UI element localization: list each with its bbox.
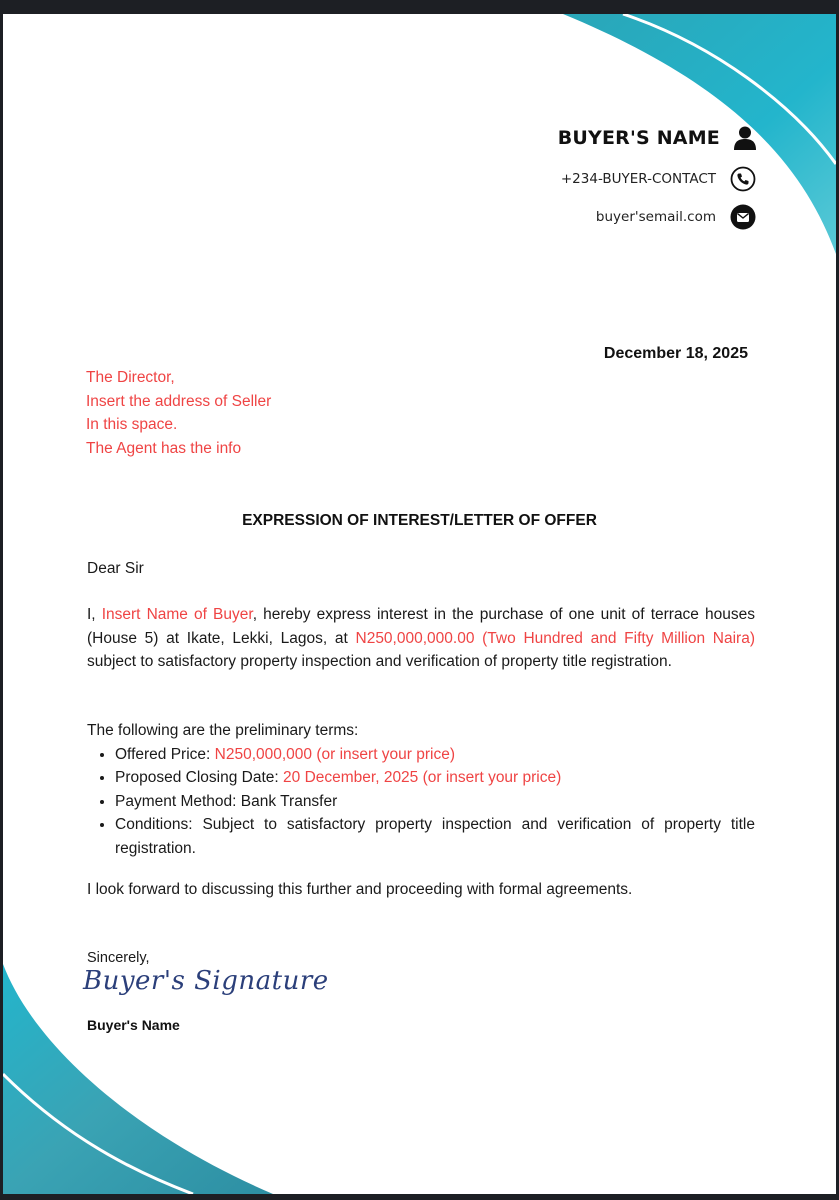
list-item	[115, 743, 755, 767]
list-item: • Conditions: Subject to satisfactory property inspection and verification of property title registration.	[115, 813, 755, 860]
closing-paragraph: I look forward to discussing this further and proceeding with formal agreements.	[87, 881, 633, 898]
intro-paragraph	[87, 603, 755, 674]
letter-title: EXPRESSION OF INTEREST/LETTER OF OFFER	[242, 512, 597, 529]
signature: Buyer's Signature	[83, 966, 329, 996]
buyer-name-row	[558, 126, 756, 150]
email-row	[558, 204, 756, 230]
offer-price-text: N250,000,000.00 (Two Hundred and Fifty Million Naira)	[355, 629, 755, 647]
buyer-header	[558, 126, 756, 230]
buyer-name-placeholder: Insert Name of Buyer	[101, 606, 253, 623]
term-value: 20 December, 2025 (or insert your price)	[283, 769, 562, 786]
terms-heading: The following are the preliminary terms:	[87, 722, 359, 739]
letter-date: December 18, 2025	[603, 345, 748, 362]
bottom-wave-shape	[3, 964, 273, 1194]
buyer-name: BUYER'S NAME	[557, 127, 720, 149]
term-label: Proposed Closing Date:	[115, 769, 284, 786]
intro-text: subject to satisfactory property inspection and verification of property title registration.	[87, 653, 672, 670]
term-label: Offered Price:	[115, 745, 215, 763]
phone-icon	[730, 166, 756, 192]
phone-number: +234-BUYER-CONTACT	[560, 171, 716, 187]
recipient-line: The Director,	[86, 369, 175, 386]
recipient-line: In this space.	[86, 416, 178, 433]
term-value: N250,000,000 (or insert your price)	[214, 745, 456, 763]
list-item	[115, 766, 755, 790]
recipient-address	[86, 366, 271, 460]
terms-section	[87, 719, 755, 860]
sign-off: Sincerely,	[87, 950, 150, 966]
person-icon	[734, 126, 756, 150]
intro-text: , hereby express interest in the purchase of one unit of terrace houses (House 5) at Ikate, Lekki, Lagos, at	[87, 606, 756, 647]
recipient-line: Insert the address of Seller	[86, 392, 272, 410]
intro-text: I,	[87, 606, 102, 623]
letter-page	[3, 14, 836, 1194]
phone-row	[558, 166, 756, 192]
signer-name: Buyer's Name	[87, 1017, 180, 1033]
salutation: Dear Sir	[87, 560, 144, 577]
email-icon	[730, 204, 756, 230]
email-address: buyer'semail.com	[595, 209, 716, 225]
recipient-line: The Agent has the info	[86, 439, 242, 457]
list-item: • Payment Method: Bank Transfer	[115, 790, 755, 814]
terms-list	[87, 743, 755, 861]
